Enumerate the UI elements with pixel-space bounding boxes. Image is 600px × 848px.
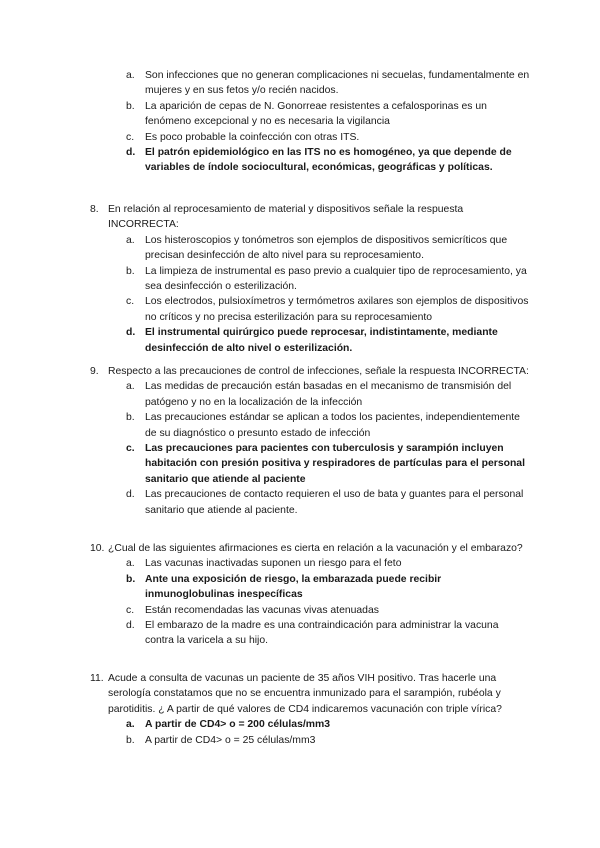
option-letter: d. bbox=[126, 147, 136, 159]
question-8-options bbox=[90, 233, 530, 356]
question-7-option-d bbox=[126, 145, 530, 176]
option-text: La aparición de cepas de N. Gonorreae resistentes a cefalosporinas es un fenómeno excepcional y no es necesaria la vigilancia bbox=[145, 100, 487, 128]
option-text: Son infecciones que no generan complicaciones ni secuelas, fundamentalmente en mujeres y en sus fetos y/o recién nacidos. bbox=[145, 70, 530, 97]
option-letter: d. bbox=[126, 327, 136, 339]
option-letter: b. bbox=[126, 412, 135, 424]
option-text: El instrumental quirúrgico puede reprocesar, indistintamente, mediante desinfección de alto nivel o esterilización. bbox=[145, 327, 498, 354]
question-9-option-d bbox=[126, 487, 530, 518]
question-10-option-d bbox=[126, 618, 530, 649]
question-number: 8. bbox=[90, 204, 99, 215]
option-letter: c. bbox=[126, 604, 135, 616]
option-letter: a. bbox=[126, 719, 135, 731]
question-9-option-a bbox=[126, 379, 530, 410]
question-text: ¿Cual de las siguientes afirmaciones es cierta en relación a la vacunación y el embarazo? bbox=[108, 543, 523, 554]
option-text: El embarazo de la madre es una contraindicación para administrar la vacuna contra la varicela a su hijo. bbox=[145, 620, 499, 647]
option-letter: d. bbox=[126, 620, 135, 632]
option-letter: a. bbox=[126, 381, 135, 393]
question-10-option-c bbox=[126, 603, 530, 618]
option-text: A partir de CD4> o = 25 células/mm3 bbox=[145, 734, 316, 746]
question-11-option-b bbox=[126, 733, 530, 748]
option-text: Están recomendadas las vacunas vivas atenuadas bbox=[145, 604, 379, 616]
question-8-option-d bbox=[126, 325, 530, 356]
option-letter: c. bbox=[126, 296, 135, 308]
question-8 bbox=[90, 202, 530, 356]
option-text: Las medidas de precaución están basadas en el mecanismo de transmisión del patógeno y no en la localización de la infección bbox=[145, 381, 512, 408]
question-9-stem bbox=[90, 364, 530, 379]
option-letter: c. bbox=[126, 443, 135, 455]
question-10-stem bbox=[90, 541, 530, 556]
option-text: Los electrodos, pulsioxímetros y termómetros axilares son ejemplos de dispositivos no críticos y no precisa esterilización para su reprocesamiento bbox=[145, 296, 529, 323]
question-7-continuation bbox=[90, 68, 530, 176]
question-8-option-b bbox=[126, 264, 530, 295]
question-text: Acude a consulta de vacunas un paciente de 35 años VIH positivo. Tras hacerle una serología constatamos que no se encuentra inmunizado para el sarampión, rubéola y parotiditis. ¿ A partir de qué valores de CD4 indicaremos vacunación con triple vírica? bbox=[108, 673, 502, 715]
question-number: 11. bbox=[90, 673, 104, 684]
option-letter: c. bbox=[126, 131, 135, 143]
question-number: 10. bbox=[90, 543, 105, 554]
question-8-option-c bbox=[126, 294, 530, 325]
option-text: Las precauciones para pacientes con tuberculosis y sarampión incluyen habitación con presión positiva y respiradores de partículas para el personal sanitario que atiende al paciente bbox=[145, 443, 525, 485]
question-7-option-b bbox=[126, 99, 530, 130]
option-text: Las precauciones de contacto requieren el uso de bata y guantes para el personal sanitario que atiende al paciente. bbox=[145, 489, 524, 516]
option-text: Es poco probable la coinfección con otras ITS. bbox=[145, 131, 360, 143]
question-11-options bbox=[90, 717, 530, 748]
question-9-option-c bbox=[126, 441, 530, 487]
option-letter: b. bbox=[126, 734, 135, 746]
question-9-options bbox=[90, 379, 530, 518]
option-text: Las vacunas inactivadas suponen un riesgo para el feto bbox=[145, 558, 402, 570]
question-8-stem bbox=[90, 202, 530, 233]
question-number: 9. bbox=[90, 366, 99, 377]
option-letter: d. bbox=[126, 489, 135, 501]
question-9-option-b bbox=[126, 410, 530, 441]
question-9 bbox=[90, 364, 530, 518]
question-10-options bbox=[90, 556, 530, 648]
question-8-option-a bbox=[126, 233, 530, 264]
option-text: Ante una exposición de riesgo, la embarazada puede recibir inmunoglobulinas inespecíficas bbox=[145, 573, 442, 601]
option-text: La limpieza de instrumental es paso previo a cualquier tipo de reprocesamiento, ya sea desinfección o esterilización. bbox=[145, 265, 527, 293]
question-10-option-b bbox=[126, 572, 530, 603]
question-11 bbox=[90, 671, 530, 748]
option-letter: a. bbox=[126, 234, 135, 246]
question-10-option-a bbox=[126, 556, 530, 571]
option-letter: b. bbox=[126, 265, 135, 277]
option-letter: b. bbox=[126, 573, 136, 585]
option-text: A partir de CD4> o = 200 células/mm3 bbox=[145, 719, 330, 731]
question-text: Respecto a las precauciones de control de infecciones, señale la respuesta INCORRECTA: bbox=[108, 366, 529, 377]
option-letter: a. bbox=[126, 70, 135, 81]
question-7-option-a bbox=[126, 68, 530, 99]
option-text: Las precauciones estándar se aplican a todos los pacientes, independientemente de su diagnóstico o presunto estado de infección bbox=[145, 412, 520, 439]
question-11-option-a bbox=[126, 717, 530, 732]
option-letter: b. bbox=[126, 100, 135, 112]
option-text: Los histeroscopios y tonómetros son ejemplos de dispositivos semicríticos que precisan desinfección de alto nivel para su reprocesamiento. bbox=[145, 234, 508, 262]
option-text: El patrón epidemiológico en las ITS no es homogéneo, ya que depende de variables de índole sociocultural, económicas, geográficas y políticas. bbox=[145, 147, 512, 174]
question-11-stem bbox=[90, 671, 530, 717]
option-letter: a. bbox=[126, 558, 135, 570]
question-7-options bbox=[90, 68, 530, 176]
question-10 bbox=[90, 541, 530, 649]
question-text: En relación al reprocesamiento de material y dispositivos señale la respuesta INCORRECTA: bbox=[108, 204, 464, 231]
question-7-option-c bbox=[126, 130, 530, 145]
